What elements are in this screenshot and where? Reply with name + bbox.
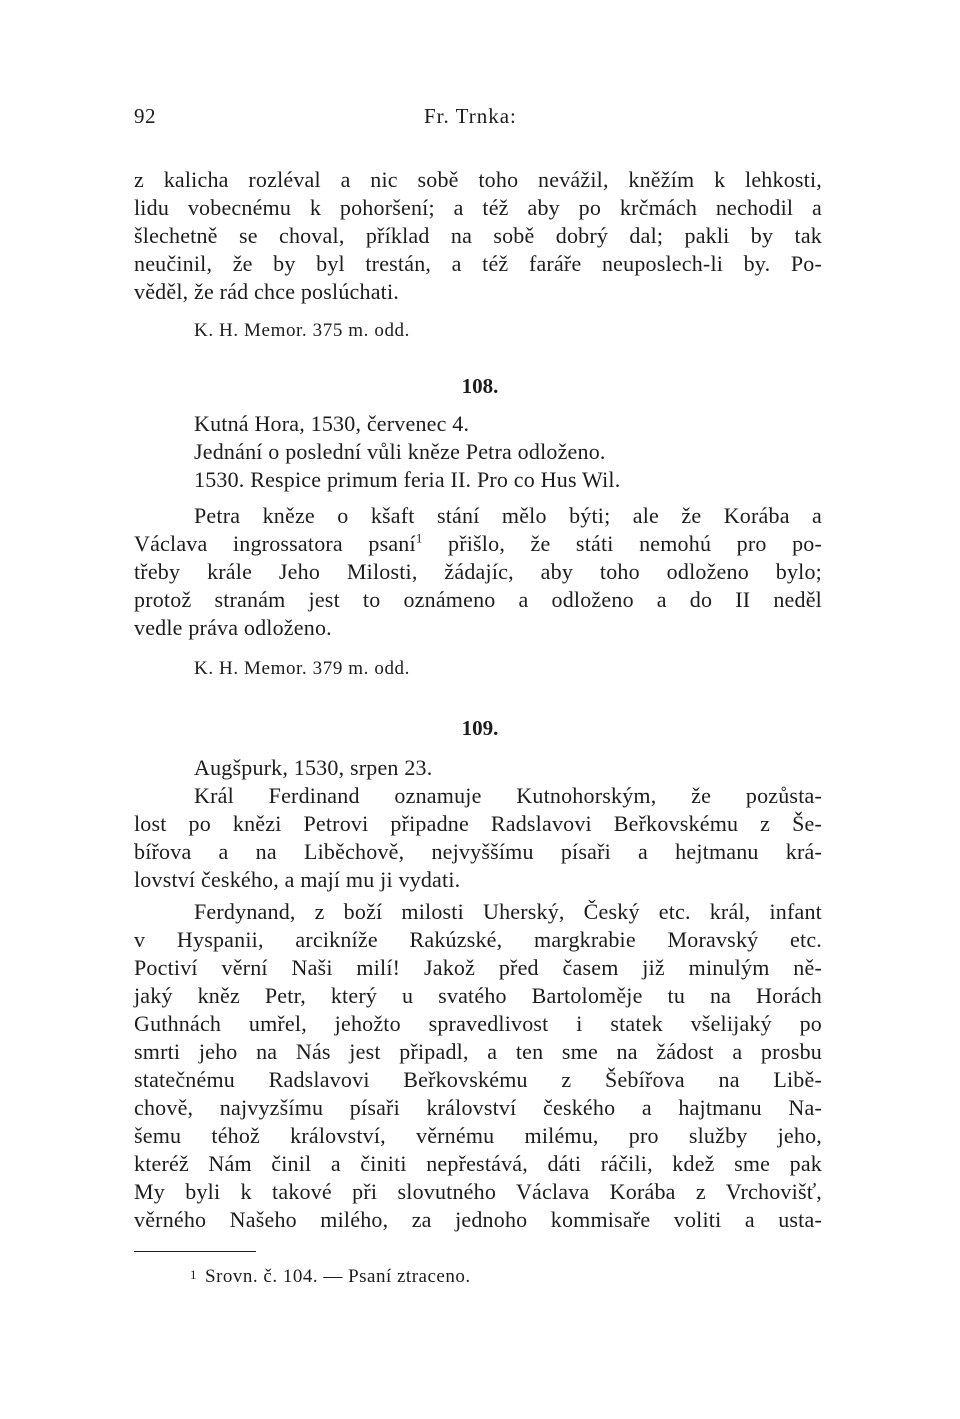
body-line: v Hyspanii, arcikníže Rakúzské, margkrabie Moravský etc. (134, 927, 822, 952)
page-number: 92 (134, 104, 156, 128)
body-line: třeby krále Jeho Milosti, žádajíc, aby toho odloženo bylo; (134, 559, 822, 584)
summary-line: lovství českého, a mají mu ji vydati. (134, 867, 461, 892)
body-line: Poctiví věrní Naši milí! Jakož před časem již minulým ně- (134, 955, 822, 980)
body-line: věděl, že rád chce poslúchati. (134, 279, 399, 304)
body-line: chově, najvyzšímu písaři království českého a hajtmanu Na- (134, 1095, 822, 1120)
body-line: jaký kněz Petr, který u svatého Bartoloměje tu na Horách (134, 983, 822, 1008)
body-line: My byli k takové při slovutného Václava Korába z Vrchovišť, (134, 1179, 822, 1204)
body-line: vedle práva odloženo. (134, 615, 332, 640)
footnote-text: Srovn. č. 104. — Psaní ztraceno. (205, 1266, 471, 1287)
text-fragment: Václava ingrossatora psaní (134, 531, 416, 556)
footnote-divider (134, 1251, 256, 1252)
body-line: šemu téhož království, věrnému milému, pro služby jeho, (134, 1123, 822, 1148)
footnote-reference: 1 (415, 530, 423, 546)
body-line: věrného Našeho milého, za jednoho kommisaře voliti a usta- (134, 1207, 822, 1232)
body-line: Václava ingrossatora psaní$^1$ přišlo, že státi nemohú pro po- (134, 530, 822, 556)
summary-line: Král Ferdinand oznamuje Kutnohorským, že pozůsta- (194, 783, 822, 808)
body-line: Petra kněze o kšaft stání mělo býti; ale že Korába a (194, 503, 822, 528)
body-line: lidu vobecnému k pohoršení; a též aby po krčmách nechodil a (134, 195, 822, 220)
document-summary: Jednání o poslední vůli kněze Petra odloženo. (194, 439, 606, 464)
source-reference: K. H. Memor. 375 m. odd. (194, 320, 411, 341)
body-line: smrti jeho na Nás jest připadl, a ten sme na žádost a prosbu (134, 1039, 822, 1064)
footnote-mark: 1 (190, 1267, 197, 1282)
date-line: 1530. Respice primum feria II. Pro co Hus Wil. (194, 467, 621, 492)
place-date: Augšpurk, 1530, srpen 23. (194, 755, 433, 780)
running-head: Fr. Trnka: (424, 104, 517, 128)
document-number: 109. (461, 716, 499, 740)
body-line: z kalicha rozléval a nic sobě toho nevážil, kněžím k lehkosti, (134, 167, 822, 192)
source-reference: K. H. Memor. 379 m. odd. (194, 658, 411, 679)
body-line: statečnému Radslavovi Beřkovskému z Šebířova na Libě- (134, 1067, 822, 1092)
body-line: Ferdynand, z boží milosti Uherský, Český etc. král, infant (194, 899, 822, 924)
body-line: protož stranám jest to oznámeno a odloženo a do II neděl (134, 587, 822, 612)
body-line: šlechetně se choval, příklad na sobě dobrý dal; pakli by tak (134, 223, 822, 248)
footnote (190, 1266, 471, 1288)
body-line: kteréž Nám činil a činiti nepřestává, dáti ráčili, kdež sme pak (134, 1151, 822, 1176)
summary-line: bířova a na Liběchově, nejvyššímu písaři a hejtmanu krá- (134, 839, 822, 864)
body-line: neučinil, že by byl trestán, a též faráře neuposlech-li by. Po- (134, 251, 822, 276)
page-header (134, 104, 822, 132)
summary-line: lost po knězi Petrovi připadne Radslavovi Beřkovskému z Še- (134, 811, 822, 836)
place-date: Kutná Hora, 1530, červenec 4. (194, 411, 470, 436)
body-line: Guthnách umřel, jehožto spravedlivost i statek všelijaký po (134, 1011, 822, 1036)
document-number: 108. (461, 374, 499, 398)
